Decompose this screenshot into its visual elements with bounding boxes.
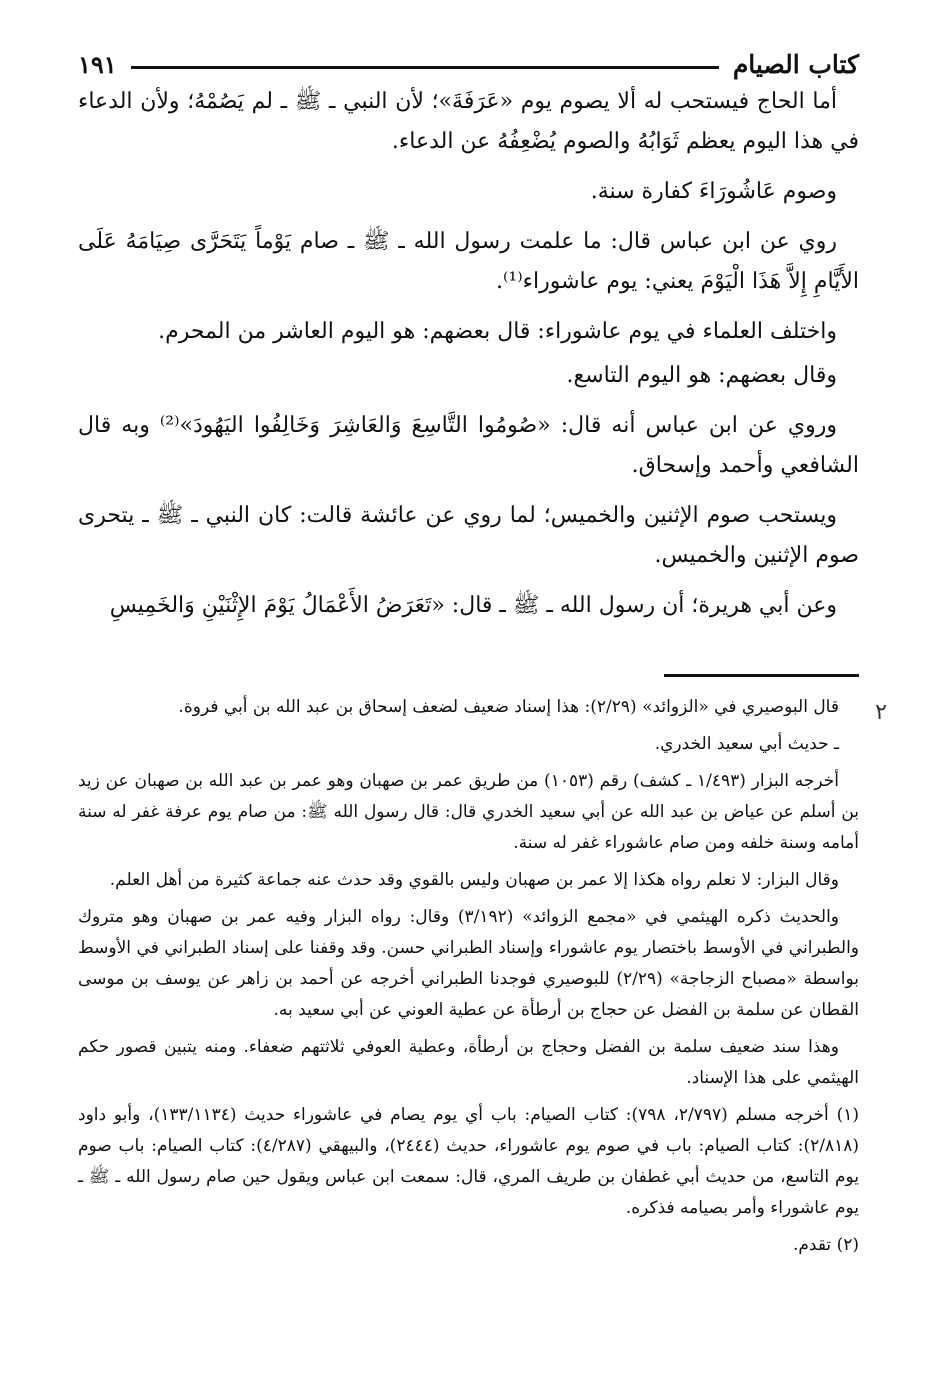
page-number: ١٩١ <box>78 49 117 79</box>
footnote-haythami: والحديث ذكره الهيثمي في «مجمع الزوائد» (٣/١٩٢) وقال: رواه البزار وفيه عمر بن صهبان وهو متروك والطبراني في الأوسط باختصار يوم عاشوراء وإسناد الطبراني حسن. وقد وقفنا على إسناد الطبراني في الأوسط بواسطة «مصباح الزجاجة» (٢/٢٩) للبوصيري فوجدنا الطبراني أخرجه عن أحمد بن زاهر عن يوسف بن موسى القطان عن سلمة بن الفضل عن حجاج بن أرطأة عن عطية العوني عن أبي سعيد به. <box>78 907 859 1020</box>
footnote-khudri-heading: ـ حديث أبي سعيد الخدري. <box>654 734 839 754</box>
paragraph-fast-ninth-tenth: وروي عن ابن عباس أنه قال: «صُومُوا التَّاسِعَ وَالعَاشِرَ وَخَالِفُوا اليَهُودَ»⁽²⁾ وبه قال الشافعي وأحمد وإسحاق. <box>78 413 859 478</box>
paragraph-scholars-differ: واختلف العلماء في يوم عاشوراء: قال بعضهم: هو اليوم العاشر من المحرم. <box>158 319 837 344</box>
main-text <box>78 82 859 636</box>
paragraph-abu-hurayra: وعن أبي هريرة؛ أن رسول الله ـ ﷺ ـ قال: «تَعَرَضُ الأَعْمَالُ يَوْمَ الإِثْنَيْنِ وَالخَمِيسِ <box>109 593 837 618</box>
footnote-weak-chain: وهذا سند ضعيف سلمة بن الفضل وحجاج بن أرطأة، وعطية العوفي ثلاثتهم ضعفاء. ومنه يتبين قصور حكم الهيثمي على هذا الإسناد. <box>78 1037 859 1088</box>
footnote-separator <box>664 674 859 677</box>
chapter-title: كتاب الصيام <box>732 49 859 79</box>
footnote-bazzar-comment: وقال البزار: لا نعلم رواه هكذا إلا عمر بن صهبان وليس بالقوي وقد حدث عنه جماعة كثيرة من أهل العلم. <box>109 870 839 890</box>
footnote-busiri: قال البوصيري في «الزوائد» (٢/٢٩): هذا إسناد ضعيف لضعف إسحاق بن عبد الله بن أبي فروة. <box>178 697 839 717</box>
margin-mark: ٢ <box>875 700 887 725</box>
paragraph-ibn-abbas-narration: روي عن ابن عباس قال: ما علمت رسول الله ـ ﷺ ـ صام يَوْماً يَتَحَرَّى صِيَامَهُ عَلَى الأَيَّامِ إِلاَّ هَذَا الْيَوْمَ يعني: يوم عاشوراء⁽¹⁾. <box>78 229 859 294</box>
page-header <box>78 44 859 84</box>
paragraph-ashura-expiation: وصوم عَاشُورَاءَ كفارة سنة. <box>590 179 837 204</box>
footnote-bazzar: أخرجه البزار (١/٤٩٣ ـ كشف) رقم (١٠٥٣) من طريق عمر بن صهبان وهو عمر بن عبد الله بن صهبان عن زيد بن أسلم عن عياض بن عبد الله عن أبي سعيد الخدري قال: قال رسول الله ﷺ: من صام يوم عرفة غفر له سنة أمامه وسنة خلفه ومن صام عاشوراء غفر له سنة. <box>78 771 859 853</box>
footnote-2: (٢) تقدم. <box>792 1235 859 1255</box>
paragraph-monday-thursday: ويستحب صوم الإثنين والخميس؛ لما روي عن عائشة قالت: كان النبي ـ ﷺ ـ يتحرى صوم الإثنين والخميس. <box>78 503 859 568</box>
footnotes <box>78 692 859 1267</box>
header-rule <box>131 66 719 69</box>
paragraph-hajj: أما الحاج فيستحب له ألا يصوم يوم «عَرَفَةَ»؛ لأن النبي ـ ﷺ ـ لم يَصُمْهُ؛ ولأن الدعاء في هذا اليوم يعظم ثَوَابُهُ والصوم يُضْعِفُهُ عن الدعاء. <box>78 89 859 154</box>
footnote-1: (١) أخرجه مسلم (٢/٧٩٧، ٧٩٨): كتاب الصيام: باب أي يوم يصام في عاشوراء حديث (١٣٣/١١٣٤)، وأبو داود (٢/٨١٨): كتاب الصيام: باب في صوم يوم عاشوراء، حديث (٢٤٤٤)، والبيهقي (٤/٢٨٧): كتاب الصيام: باب صوم يوم التاسع، من حديث أبي غطفان بن طريف المري، قال: سمعت ابن عباس ويقول حين صام رسول الله ـ ﷺ ـ يوم عاشوراء وأمر بصيامه فذكره. <box>78 1105 860 1218</box>
paragraph-ninth-day: وقال بعضهم: هو اليوم التاسع. <box>566 363 837 388</box>
